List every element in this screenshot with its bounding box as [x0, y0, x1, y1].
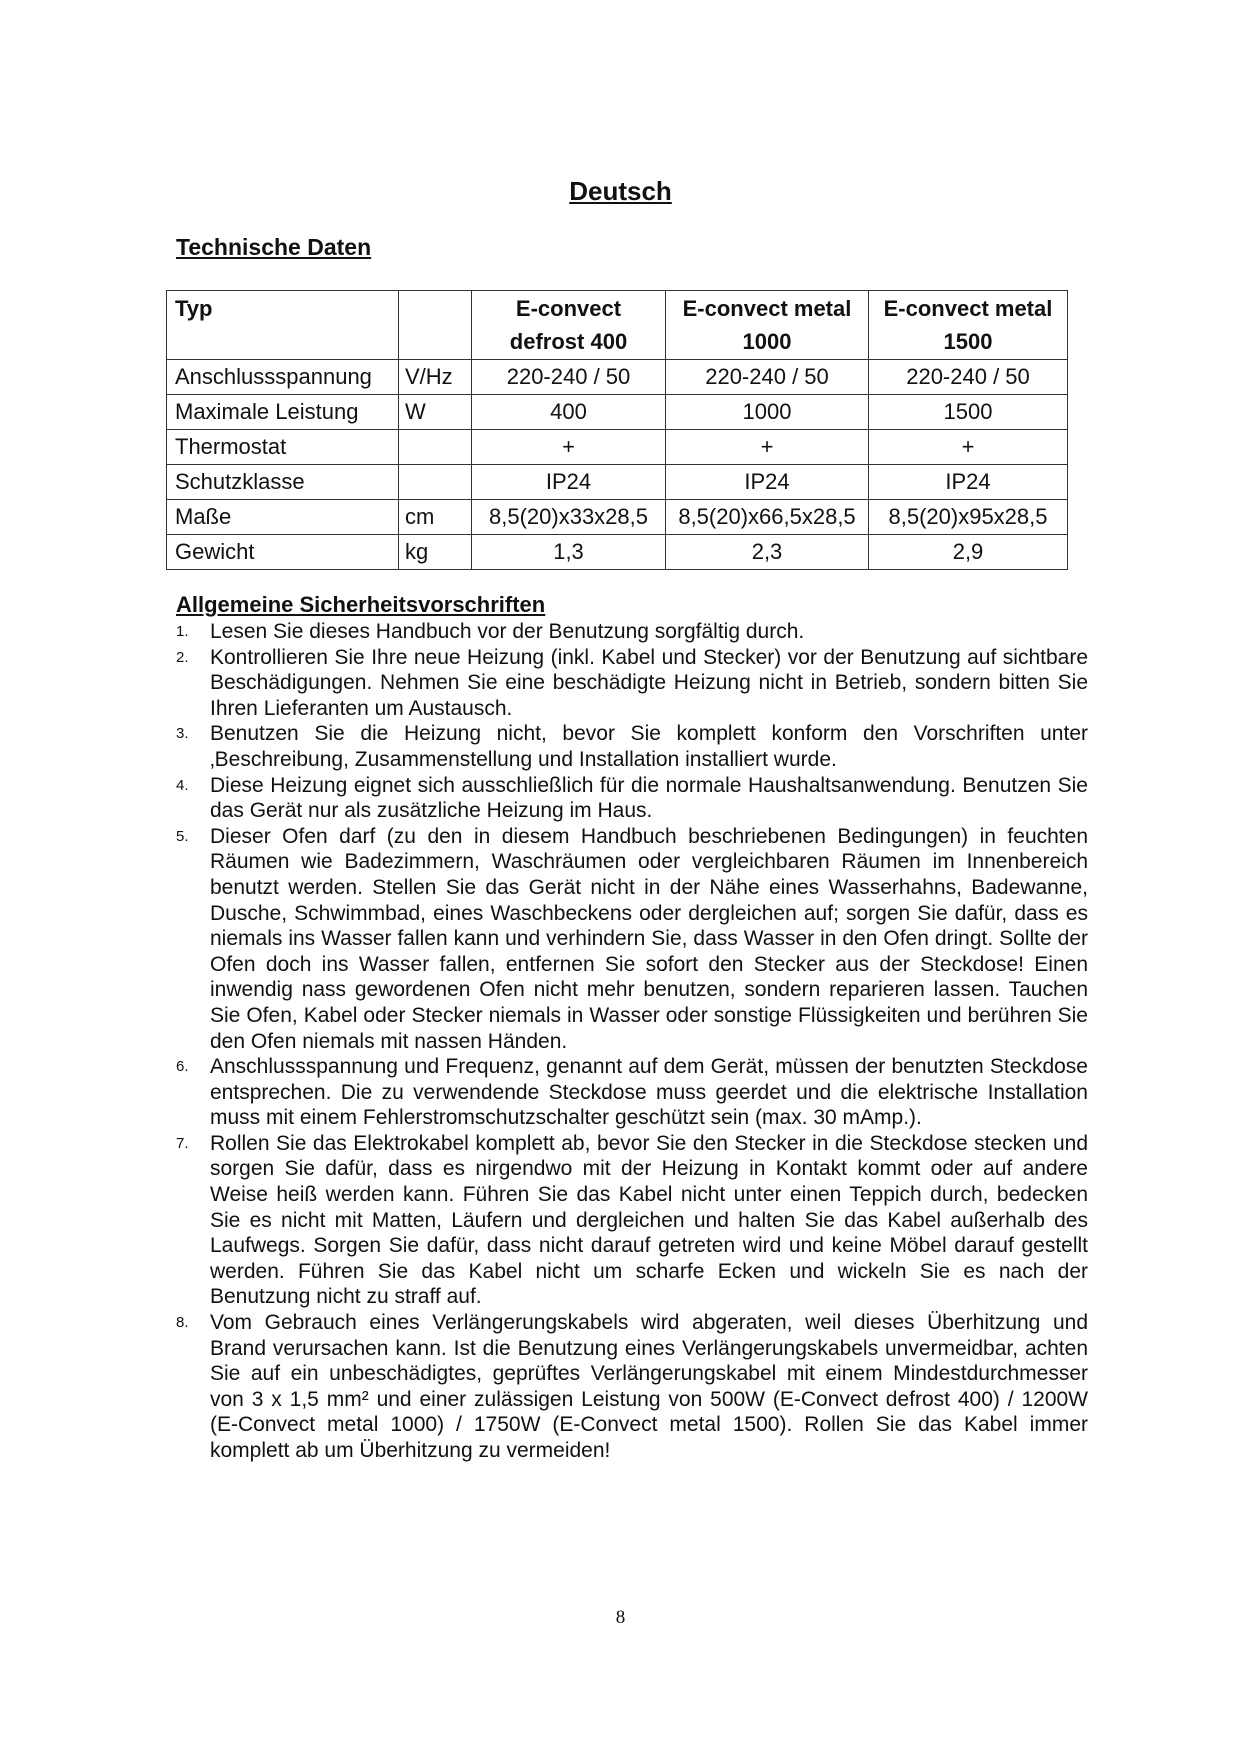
row-value: 8,5(20)x33x28,5	[472, 500, 666, 535]
page-title: Deutsch	[569, 176, 672, 206]
list-item	[176, 619, 1088, 645]
list-item-number: 2.	[176, 648, 189, 666]
row-value: 1,3	[472, 535, 666, 570]
header-unit	[399, 291, 472, 360]
row-value: IP24	[666, 465, 869, 500]
row-value: +	[869, 430, 1068, 465]
list-item	[176, 1131, 1088, 1310]
safety-instructions-list	[176, 619, 1088, 1464]
row-unit: kg	[399, 535, 472, 570]
row-unit: V/Hz	[399, 360, 472, 395]
list-item-text: Diese Heizung eignet sich ausschließlich für die normale Haushaltsanwendung. Benutzen Sie das Gerät nur als zusätzliche Heizung im Haus.	[210, 773, 1088, 823]
header-model-metal-1000: E-convect metal 1000	[666, 291, 869, 360]
row-label: Maße	[167, 500, 399, 535]
list-item	[176, 824, 1088, 1054]
row-label: Anschlussspannung	[167, 360, 399, 395]
list-item-number: 8.	[176, 1314, 189, 1332]
list-item	[176, 721, 1088, 772]
row-value: 1500	[869, 395, 1068, 430]
list-item-text: Anschlussspannung und Frequenz, genannt auf dem Gerät, müssen der benutzten Steckdose entsprechen. Die zu verwendende Steckdose muss geerdet und die elektrische Installation muss mit einem Fehlerstromschutzschalter geschützt sein (max. 30 mAmp.).	[210, 1055, 1088, 1130]
row-label: Maximale Leistung	[167, 395, 399, 430]
header-model-metal-1500: E-convect metal 1500	[869, 291, 1068, 360]
header-typ: Typ	[167, 291, 399, 360]
table-row	[167, 395, 1068, 430]
technical-data-table	[166, 290, 1068, 570]
row-unit: W	[399, 395, 472, 430]
row-unit	[399, 430, 472, 465]
table-row	[167, 360, 1068, 395]
row-unit: cm	[399, 500, 472, 535]
list-item-text: Kontrollieren Sie Ihre neue Heizung (inkl. Kabel und Stecker) vor der Benutzung auf sichtbare Beschädigungen. Nehmen Sie eine beschädigte Heizung nicht in Betrieb, sondern bitten Sie Ihren Lieferanten um Austausch.	[210, 645, 1088, 720]
list-item-number: 7.	[176, 1134, 189, 1152]
row-value: IP24	[869, 465, 1068, 500]
row-unit	[399, 465, 472, 500]
row-value: 2,9	[869, 535, 1068, 570]
table-row	[167, 465, 1068, 500]
row-value: 2,3	[666, 535, 869, 570]
list-item-number: 1.	[176, 623, 189, 640]
list-item-number: 4.	[176, 776, 189, 794]
list-item	[176, 1310, 1088, 1464]
list-item-text: Vom Gebrauch eines Verlängerungskabels wird abgeraten, weil dieses Überhitzung und Brand verursachen kann. Ist die Benutzung eines Verlängerungskabels unvermeidbar, achten Sie auf ein unbeschädigtes, geprüftes Verlängerungskabel mit einem Mindestdurchmesser von 3 x 1,5 mm² und einer zulässigen Leistung von 500W (E-Convect defrost 400) / 1200W (E-Convect metal 1000) / 1750W (E-Convect metal 1500). Rollen Sie das Kabel immer komplett ab um Überhitzung zu vermeiden!	[210, 1311, 1088, 1462]
list-item	[176, 645, 1088, 722]
list-item-text: Dieser Ofen darf (zu den in diesem Handbuch beschriebenen Bedingungen) in feuchten Räumen wie Badezimmern, Waschräumen oder vergleichbaren Räumen im Innenbereich benutzt werden. Stellen Sie das Gerät nicht in der Nähe eines Wasserhahns, Badewanne, Dusche, Schwimmbad, eines Waschbeckens oder dergleichen auf; sorgen Sie dafür, dass es niemals ins Wasser fallen kann und verhindern Sie, dass Wasser in den Ofen dringt. Sollte der Ofen doch ins Wasser fallen, entfernen Sie sofort den Stecker aus der Steckdose! Einen inwendig nass gewordenen Ofen nicht mehr benutzen, sondern reparieren lassen. Tauchen Sie Ofen, Kabel oder Stecker niemals in Wasser oder sonstige Flüssigkeiten und berühren Sie den Ofen niemals mit nassen Händen.	[210, 824, 1088, 1053]
table-row	[167, 430, 1068, 465]
row-value: +	[472, 430, 666, 465]
row-value: 8,5(20)x66,5x28,5	[666, 500, 869, 535]
page-number: 8	[615, 1607, 626, 1628]
row-value: +	[666, 430, 869, 465]
list-item-text: Lesen Sie dieses Handbuch vor der Benutzung sorgfältig durch.	[210, 620, 805, 643]
table-row	[167, 535, 1068, 570]
row-label: Thermostat	[167, 430, 399, 465]
row-value: 400	[472, 395, 666, 430]
table-header-row	[167, 291, 1068, 360]
list-item-text: Benutzen Sie die Heizung nicht, bevor Sie komplett konform den Vorschriften unter ‚Beschreibung, Zusammenstellung und Installation installiert wurde.	[210, 722, 1088, 771]
row-value: 220-240 / 50	[472, 360, 666, 395]
list-item-number: 5.	[176, 827, 189, 845]
header-model-defrost-400: E-convect defrost 400	[472, 291, 666, 360]
list-item-number: 6.	[176, 1058, 189, 1076]
row-label: Gewicht	[167, 535, 399, 570]
row-value: 220-240 / 50	[666, 360, 869, 395]
row-value: 8,5(20)x95x28,5	[869, 500, 1068, 535]
safety-heading: Allgemeine Sicherheitsvorschriften	[176, 592, 546, 617]
list-item	[176, 773, 1088, 824]
list-item-text: Rollen Sie das Elektrokabel komplett ab, bevor Sie den Stecker in die Steckdose stecken und sorgen Sie dafür, dass es nirgendwo mit der Heizung in Kontakt kommt oder auf andere Weise heiß werden kann. Führen Sie das Kabel nicht unter einen Teppich durch, bedecken Sie es nicht mit Matten, Läufern und dergleichen und halten Sie das Kabel außerhalb des Laufwegs. Sorgen Sie dafür, dass nicht darauf getreten wird und keine Möbel darauf gestellt werden. Führen Sie das Kabel nicht um scharfe Ecken und wickeln Sie es nach der Benutzung nicht zu straff auf.	[210, 1131, 1088, 1309]
row-value: 1000	[666, 395, 869, 430]
technical-data-heading: Technische Daten	[176, 234, 372, 260]
table-row	[167, 500, 1068, 535]
row-label: Schutzklasse	[167, 465, 399, 500]
list-item	[176, 1054, 1088, 1131]
row-value: 220-240 / 50	[869, 360, 1068, 395]
row-value: IP24	[472, 465, 666, 500]
list-item-number: 3.	[176, 725, 189, 743]
